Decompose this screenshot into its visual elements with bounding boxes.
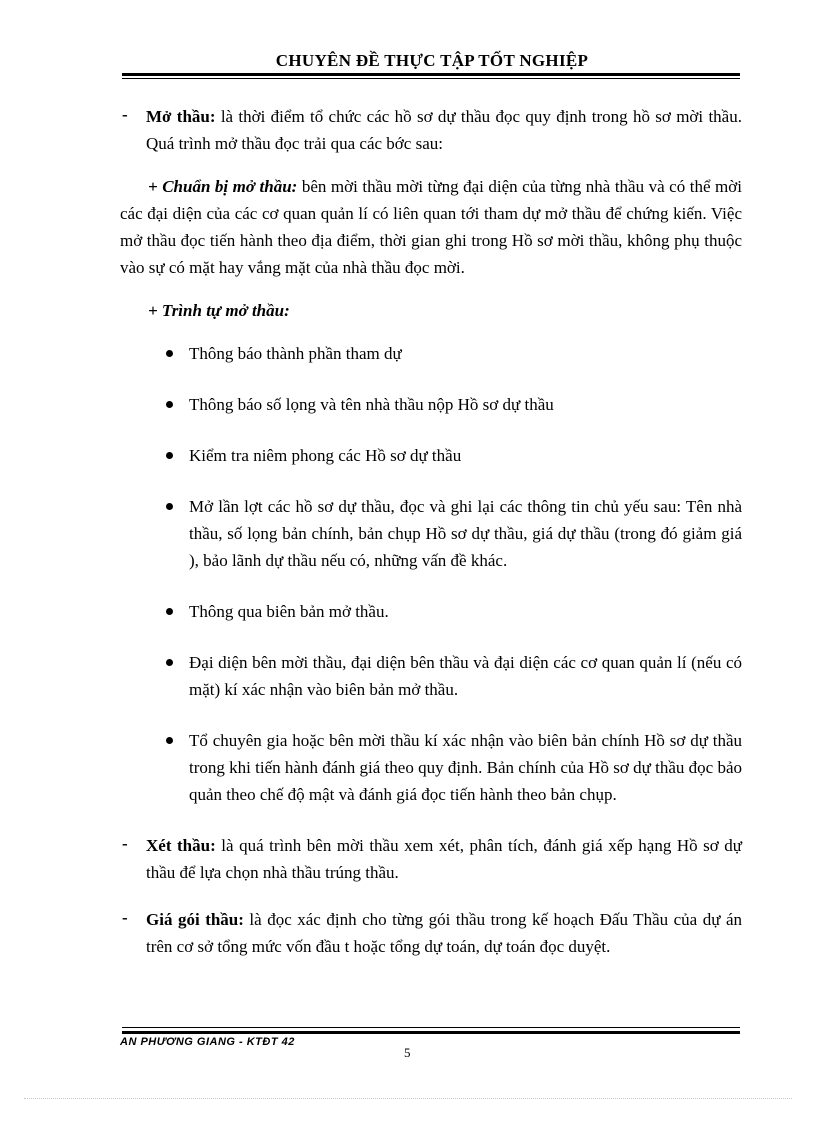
- list-item: [120, 493, 742, 574]
- dash-marker: -: [122, 908, 128, 927]
- dash-marker: -: [122, 834, 128, 853]
- bullet-icon: [166, 452, 173, 459]
- list-item: [120, 442, 742, 469]
- term-gia-goi-thau: Giá gói thầu:: [146, 910, 244, 929]
- list-item: [120, 727, 742, 808]
- list-item-text: Tổ chuyên gia hoặc bên mời thầu kí xác nhận vào biên bản chính Hồ sơ dự thầu trong khi tiến hành đánh giá theo quy định. Bản chính của Hồ sơ dự thầu đọc bảo quản theo chế độ mật và đánh giá đọc tiến hành theo bản chụp.: [189, 731, 742, 804]
- term-chuan-bi-mo-thau: + Chuẩn bị mở thầu:: [148, 177, 298, 196]
- text-mo-thau: là thời điểm tổ chức các hồ sơ dự thầu đọc quy định trong hồ sơ mời thầu. Quá trình mở thầu đọc trải qua các bớc sau:: [146, 107, 742, 153]
- list-item: [120, 649, 742, 703]
- footer-rule-thick: [122, 1031, 740, 1034]
- list-item-text: Thông qua biên bản mở thầu.: [189, 602, 389, 621]
- paragraph-chuan-bi-mo-thau: [120, 173, 742, 281]
- bullet-icon: [166, 503, 173, 510]
- bullet-icon: [166, 401, 173, 408]
- page-bottom-divider: [24, 1098, 792, 1099]
- term-trinh-tu-mo-thau: + Trình tự mở thầu:: [148, 301, 290, 320]
- list-item: [120, 340, 742, 367]
- page-header-title: CHUYÊN ĐỀ THỰC TẬP TỐT NGHIỆP: [275, 51, 589, 70]
- page-number: 5: [404, 1045, 411, 1060]
- list-item-text: Mở lần lợt các hồ sơ dự thầu, đọc và ghi lại các thông tin chủ yếu sau: Tên nhà thầu, số lọng bản chính, bản chụp Hồ sơ dự thầu, giá dự thầu (trong đó giảm giá ), bảo lãnh dự thầu nếu có, những vấn đề khác.: [189, 497, 742, 570]
- text-xet-thau: là quá trình bên mời thầu xem xét, phân tích, đánh giá xếp hạng Hồ sơ dự thầu để lựa chọn nhà thầu trúng thầu.: [146, 836, 742, 882]
- term-mo-thau: Mở thầu:: [146, 107, 216, 126]
- header-rule-thin: [122, 78, 740, 79]
- list-item-text: Đại diện bên mời thầu, đại diện bên thầu và đại diện các cơ quan quản lí (nếu có mặt) kí xác nhận vào biên bản mở thầu.: [189, 653, 742, 699]
- bullet-icon: [166, 350, 173, 357]
- text-gia-goi-thau: là đọc xác định cho từng gói thầu trong kế hoạch Đấu Thầu của dự án trên cơ sở tổng mức vốn đầu t hoặc tổng dự toán, dự toán đọc duyệt.: [146, 910, 742, 956]
- list-item-text: Thông báo số lọng và tên nhà thầu nộp Hồ sơ dự thầu: [189, 395, 554, 414]
- paragraph-mo-thau: [120, 103, 742, 157]
- list-item: [120, 391, 742, 418]
- heading-trinh-tu-mo-thau: [120, 297, 742, 324]
- list-item-text: Kiểm tra niêm phong các Hồ sơ dự thầu: [189, 446, 462, 465]
- bullet-icon: [166, 737, 173, 744]
- bullet-icon: [166, 659, 173, 666]
- text-chuan-bi-mo-thau: bên mời thầu mời từng đại diện của từng nhà thầu và có thể mời các đại diện của các cơ quan quản lí có liên quan tới tham dự mở thầu để chứng kiến. Việc mở thầu đọc tiến hành theo địa điểm, thời gian ghi trong Hồ sơ mời thầu, không phụ thuộc vào sự có mặt hay vắng mặt của nhà thầu đọc mời.: [120, 177, 742, 277]
- footer-author: AN PHƯƠNG GIANG - KTĐT 42: [120, 1036, 295, 1048]
- document-body: [120, 103, 742, 960]
- paragraph-xet-thau: [120, 832, 742, 886]
- trinh-tu-list: [120, 340, 742, 808]
- header-rule-thick: [122, 73, 740, 76]
- term-xet-thau: Xét thầu:: [146, 836, 216, 855]
- dash-marker: -: [122, 105, 128, 124]
- paragraph-gia-goi-thau: [120, 906, 742, 960]
- bullet-icon: [166, 608, 173, 615]
- list-item-text: Thông báo thành phần tham dự: [189, 344, 402, 363]
- list-item: [120, 598, 742, 625]
- footer-rule-thin: [122, 1027, 740, 1028]
